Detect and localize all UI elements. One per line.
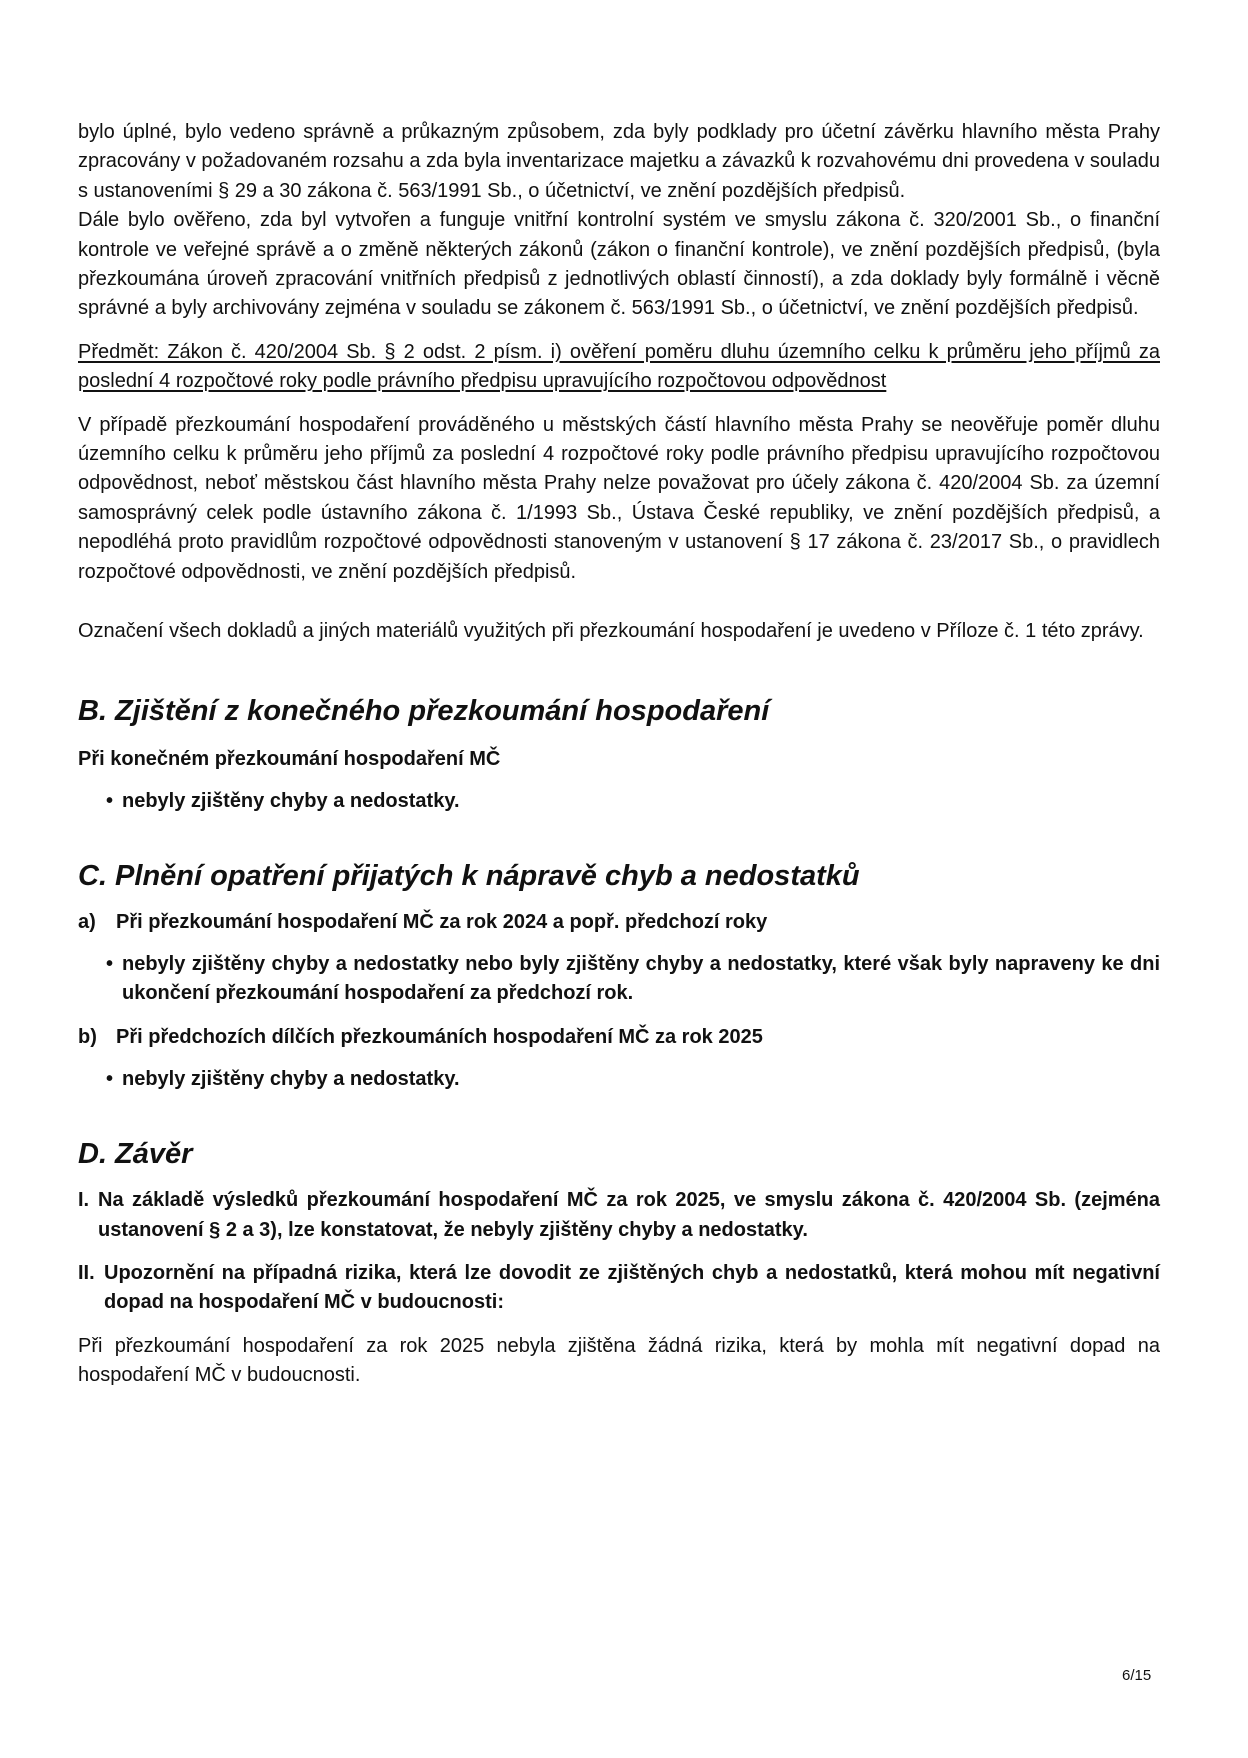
- item-text: Upozornění na případná rizika, která lze dovodit ze zjištěných chyb a nedostatků, která mohou mít negativní dopad na hospodaření MČ v budoucnosti:: [104, 1261, 1160, 1314]
- section-d-heading: D. Závěr: [78, 1138, 193, 1171]
- section-c-a: [78, 908, 1160, 936]
- bullet-icon: •: [106, 952, 114, 975]
- page-number: 6/15: [1122, 1667, 1152, 1684]
- bullet-icon: •: [106, 1067, 114, 1090]
- section-b-list: [78, 787, 1160, 816]
- intro-paragraph-2: Dále bylo ověřeno, zda byl vytvořen a funguje vnitřní kontrolní systém ve smyslu zákona č. 320/2001 Sb., o finanční kontrole ve veřejné správě a o změně některých zákonů (zákon o finanční kontrole), ve znění pozdějších předpisů, (byla přezkoumána úroveň zpracování vnitřních předpisů z jednotlivých oblastí činností), a zda doklady byly formálně i věcně správné a byly archivovány zejména v souladu se zákonem č. 563/1991 Sb., o účetnictví, ve znění pozdějších předpisů.: [78, 209, 1160, 320]
- item-text: Na základě výsledků přezkoumání hospodaření MČ za rok 2025, ve smyslu zákona č. 420/2004 Sb. (zejména ustanovení § 2 a 3), lze konstatovat, že nebyly zjištěny chyby a nedostatky.: [98, 1189, 1160, 1241]
- section-c-b: [78, 1023, 1160, 1051]
- item-text: Při přezkoumání hospodaření MČ za rok 2024 a popř. předchozí roky: [116, 910, 768, 933]
- item-marker: a): [78, 910, 96, 933]
- bullet-icon: •: [106, 789, 114, 812]
- subject-line: Předmět: Zákon č. 420/2004 Sb. § 2 odst. 2 písm. i) ověření poměru dluhu územního celku k průměru jeho příjmů za poslední 4 rozpočtové roky podle právního předpisu upravujícího rozpočtovou odpovědnost: [78, 340, 1160, 393]
- list-item: [78, 1065, 1160, 1094]
- section-b-lead: Při konečném přezkoumání hospodaření MČ: [78, 747, 501, 770]
- intro-paragraph-1: bylo úplné, bylo vedeno správně a průkazným způsobem, zda byly podklady pro účetní závěrku hlavního města Prahy zpracovány v požadovaném rozsahu a zda byla inventarizace majetku a závazků k rozvahovému dni provedena v souladu s ustanoveními § 29 a 30 zákona č. 563/1991 Sb., o účetnictví, ve znění pozdějších předpisů.: [78, 121, 1160, 202]
- list-item-text: nebyly zjištěny chyby a nedostatky.: [122, 1067, 460, 1090]
- list-item: [78, 787, 1160, 816]
- item-marker: b): [78, 1025, 97, 1048]
- list-item-text: nebyly zjištěny chyby a nedostatky.: [122, 789, 460, 812]
- section-b-heading: B. Zjištění z konečného přezkoumání hospodaření: [78, 694, 770, 727]
- section-d-i: [78, 1186, 1160, 1245]
- item-text: Při předchozích dílčích přezkoumáních hospodaření MČ za rok 2025: [116, 1025, 763, 1048]
- section-d-ii: [78, 1259, 1160, 1318]
- section-c-a-list: [78, 950, 1160, 1009]
- section-c-b-list: [78, 1065, 1160, 1094]
- item-marker: I.: [78, 1189, 90, 1212]
- list-item-text: nebyly zjištěny chyby a nedostatky nebo byly zjištěny chyby a nedostatky, které však byly napraveny ke dni ukončení přezkoumání hospodaření za předchozí rok.: [122, 952, 1160, 1005]
- closing-paragraph: Při přezkoumání hospodaření za rok 2025 nebyla zjištěna žádná rizika, která by mohla mít negativní dopad na hospodaření MČ v budoucnosti.: [78, 1334, 1160, 1387]
- attachment-paragraph: Označení všech dokladů a jiných materiálů využitých při přezkoumání hospodaření je uvedeno v Příloze č. 1 této zprávy.: [78, 620, 1144, 643]
- section-c-heading: C. Plnění opatření přijatých k nápravě chyb a nedostatků: [78, 859, 860, 892]
- list-item: [78, 950, 1160, 1009]
- subject-paragraph: V případě přezkoumání hospodaření prováděného u městských částí hlavního města Prahy se neověřuje poměr dluhu územního celku k průměru jeho příjmů za poslední 4 rozpočtové roky podle právního předpisu upravujícího rozpočtovou odpovědnost, neboť městskou část hlavního města Prahy nelze považovat pro účely zákona č. 420/2004 Sb. za územní samosprávný celek podle ústavního zákona č. 1/1993 Sb., Ústava České republiky, ve znění pozdějších předpisů, a nepodléhá proto pravidlům rozpočtové odpovědnosti stanoveným v ustanovení § 17 zákona č. 23/2017 Sb., o pravidlech rozpočtové odpovědnosti, ve znění pozdějších předpisů.: [78, 413, 1160, 583]
- page-content: [78, 118, 1160, 1391]
- item-marker: II.: [78, 1261, 95, 1284]
